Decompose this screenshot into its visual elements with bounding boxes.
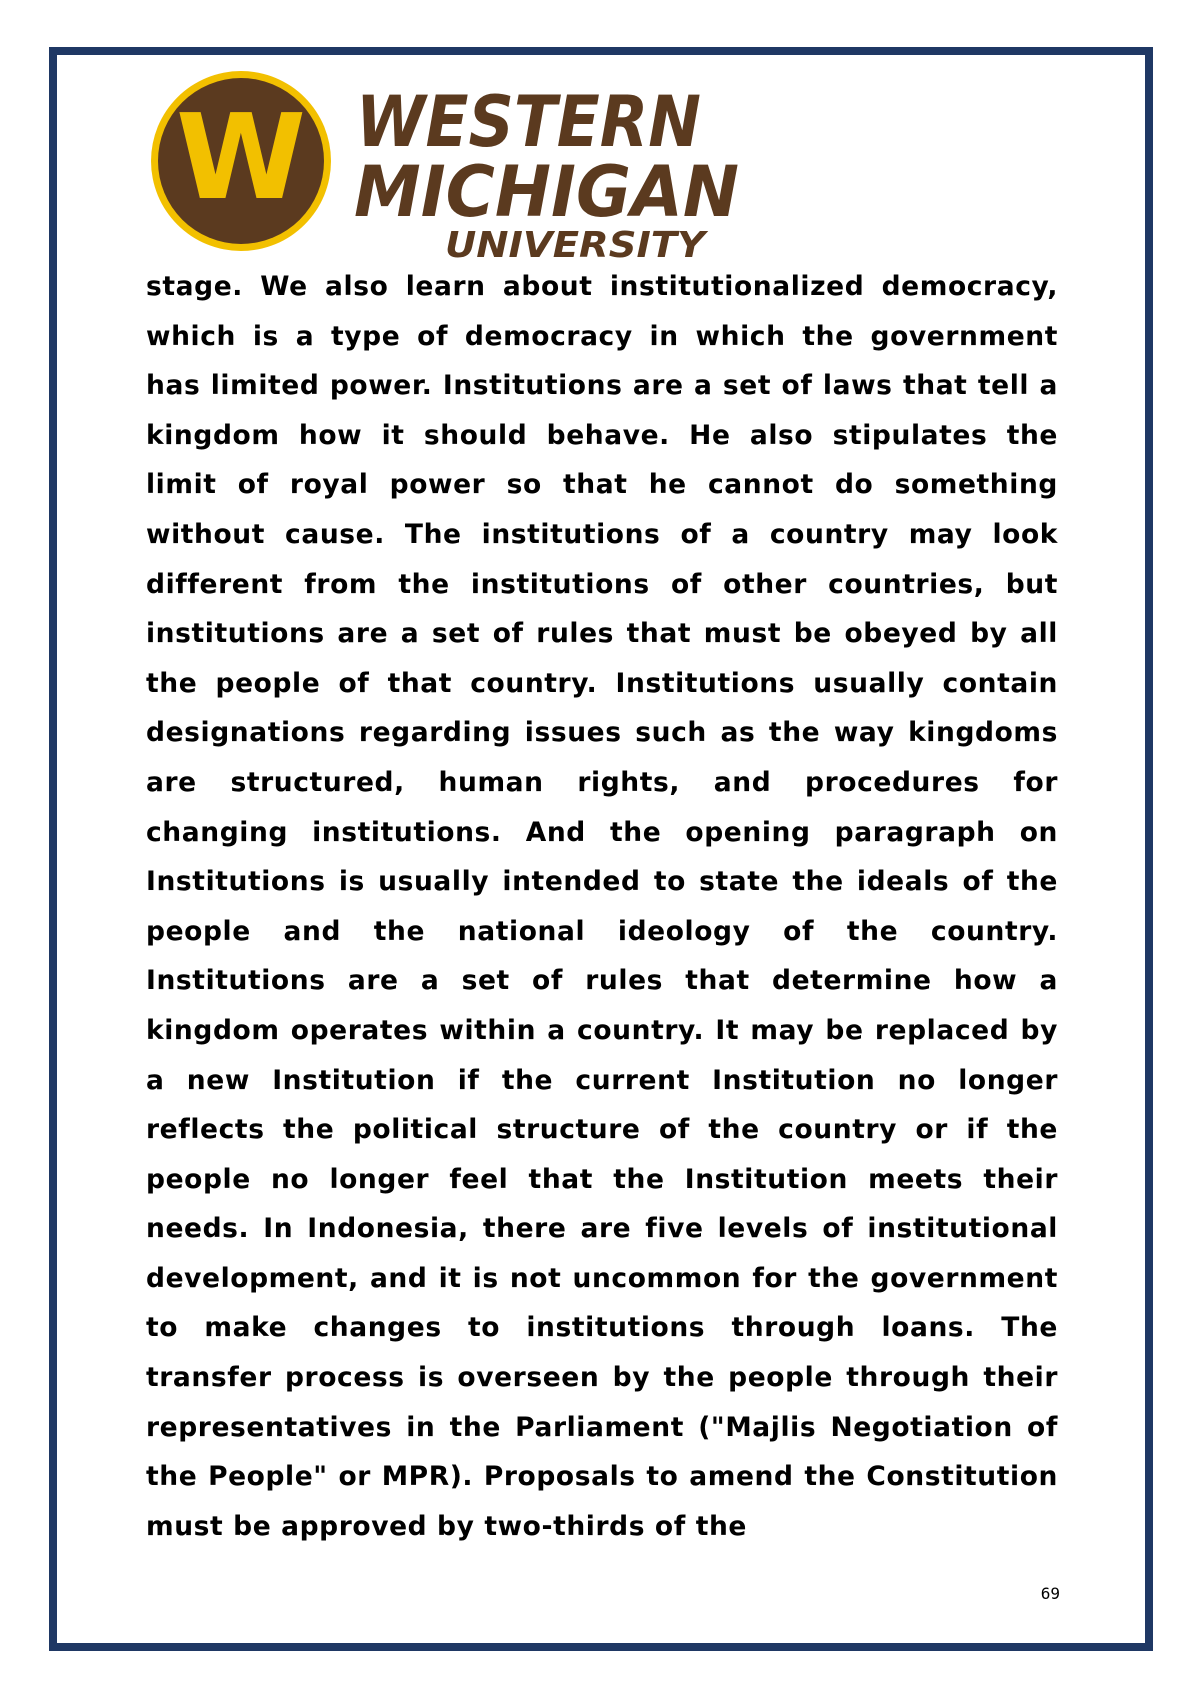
logo-wordmark-line2: MICHIGAN [354,151,739,233]
logo-letter: W [175,88,307,226]
logo-wordmark-line3: UNIVERSITY [445,225,710,261]
page-number: 69 [1040,1584,1060,1603]
body-paragraph: stage. We also learn about institutionalized democracy, which is a type of democracy in which the government has limited power. Institutions are a set of laws that tell a kingdom how it should behave. He also stipulates the limit of royal power so that he cannot do something without cause. The institutions of a country may look different from the institutions of other countries, but institutions are a set of rules that must be obeyed by all the people of that country. Institutions usually contain designations regarding issues such as the way kingdoms are structured, human rights, and procedures for changing institutions. And the opening paragraph on Institutions is usually intended to state the ideals of the people and the national ideology of the country. Institutions are a set of rules that determine how a kingdom operates within a country. It may be replaced by a new Institution if the current Institution no longer reflects the political structure of the country or if the people no longer feel that the Institution meets their needs. In Indonesia, there are five levels of institutional development, and it is not uncommon for the government to make changes to institutions through loans. The transfer process is overseen by the people through their representatives in the Parliament ("Majlis Negotiation of the People" or MPR). Proposals to amend the Constitution must be approved by two-thirds of the [146,271,1058,1542]
logo-wordmark-line1: WESTERN [356,81,701,163]
university-logo [149,71,759,261]
